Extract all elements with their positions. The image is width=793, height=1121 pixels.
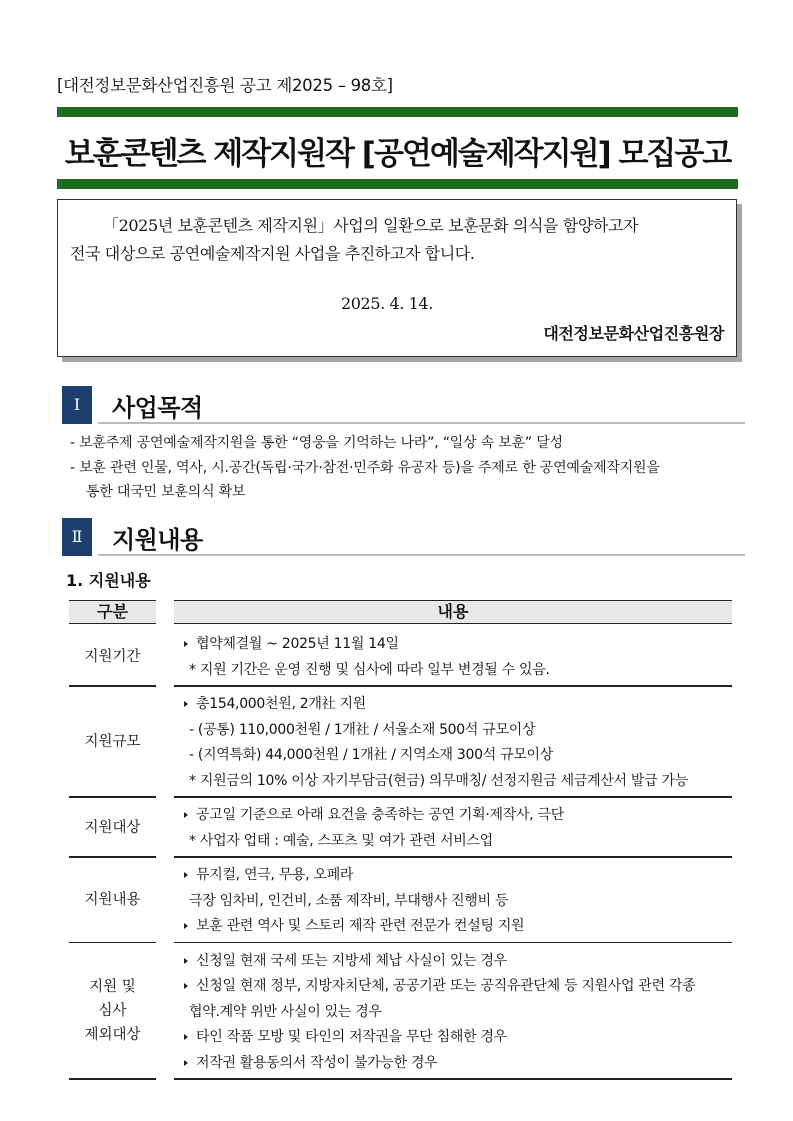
- section-2-number: Ⅱ: [62, 518, 92, 556]
- table-row-divider: [174, 685, 732, 687]
- table-line-text: 공고일 기준으로 아래 요건을 충족하는 공연 기획·제작사, 극단: [196, 807, 564, 823]
- table-row-divider: [174, 942, 732, 944]
- triangle-bullet-icon: [184, 1060, 188, 1066]
- table-bullet-line: [184, 633, 399, 653]
- table-line-text: 극장 임차비, 인건비, 소품 제작비, 부대행사 진행비 등: [189, 892, 509, 909]
- section-1-header: [62, 386, 737, 424]
- title-bottom-bar: [57, 179, 738, 189]
- table-row-category: [69, 645, 156, 669]
- table-note-line: [189, 744, 553, 764]
- category-text: 지원기간: [84, 648, 141, 665]
- triangle-bullet-icon: [184, 958, 188, 964]
- intro-line-1: 「2025년 보훈콘텐츠 제작지원」사업의 일환으로 보훈문화 의식을 함양하고자: [103, 216, 639, 235]
- table-line-text: * 지원금의 10% 이상 자기부담금(현금) 의무매칭/ 선정지원금 세금계산서 발급 가능: [189, 772, 688, 789]
- table-line-text: 보훈 관련 역사 및 스토리 제작 관련 전문가 컨설팅 지원: [196, 918, 525, 934]
- purpose-bullet-1: - 보훈주제 공연예술제작지원을 통한 “영웅을 기억하는 나라”, “일상 속 보훈” 달성: [70, 435, 563, 451]
- purpose-bullet-2: - 보훈 관련 인물, 역사, 시.공간(독립·국가·참전·민주화 유공자 등)을 주제로 한 공연예술제작지원을: [70, 460, 660, 476]
- table-line-text: * 지원 기간은 운영 진행 및 심사에 따라 일부 변경될 수 있음.: [189, 661, 550, 678]
- triangle-bullet-icon: [184, 983, 188, 989]
- table-row-divider: [69, 796, 156, 798]
- intro-line-2: 전국 대상으로 공연예술제작지원 사업을 추진하고자 합니다.: [70, 244, 475, 263]
- table-bullet-line: [184, 1052, 437, 1072]
- triangle-bullet-icon: [184, 923, 188, 929]
- triangle-bullet-icon: [184, 1034, 188, 1040]
- table-line-text: * 사업자 업태 : 예술, 스포츠 및 여가 관련 서비스업: [189, 832, 493, 849]
- table-note-line: [189, 1001, 382, 1021]
- table-row-divider: [69, 1078, 156, 1080]
- table-row-divider: [69, 942, 156, 944]
- table-row-category: [69, 730, 156, 754]
- table-row-divider: [69, 685, 156, 687]
- table-row-category: [69, 816, 156, 840]
- section-2-underline: [98, 554, 745, 556]
- table-bullet-line: [184, 975, 695, 995]
- triangle-bullet-icon: [184, 812, 188, 818]
- table-bullet-line: [184, 693, 366, 713]
- table-note-line: [189, 890, 508, 910]
- table-row-divider: [174, 1078, 732, 1080]
- table-line-text: - (공통) 110,000천원 / 1개社 / 서울소재 500석 규모이상: [189, 721, 536, 738]
- category-text: 지원규모: [84, 734, 141, 750]
- section-2-label: 지원내용: [112, 526, 203, 554]
- category-text: 지원 및: [89, 979, 136, 996]
- table-line-text: 협약체결월 ~ 2025년 11월 14일: [196, 636, 399, 652]
- table-line-text: 저작권 활용동의서 작성이 불가능한 경우: [196, 1054, 438, 1071]
- purpose-bullet-2-cont: 통한 대국민 보훈의식 확보: [86, 484, 246, 500]
- table-note-line: [189, 830, 493, 850]
- table-note-line: [189, 770, 688, 790]
- table-line-text: 뮤지컬, 연극, 무용, 오페라: [196, 867, 354, 883]
- triangle-bullet-icon: [184, 701, 188, 707]
- table-line-text: 타인 작품 모방 및 타인의 저작권을 무단 침해한 경우: [196, 1029, 507, 1045]
- intro-issuer: 대전정보문화산업진흥원장: [543, 324, 724, 343]
- table-line-text: - (지역특화) 44,000천원 / 1개社 / 지역소재 300석 규모이상: [189, 747, 554, 763]
- table-note-line: [189, 719, 535, 739]
- table-row-category: [69, 888, 156, 912]
- table-note-line: [189, 659, 550, 679]
- announcement-number: [대전정보문화산업진흥원 공고 제2025 – 98호]: [57, 76, 393, 95]
- table-header-category: 구분: [69, 600, 156, 624]
- table-line-text: 신청일 현재 정부, 지방자치단체, 공공기관 또는 공직유관단체 등 지원사업 관련 각종: [196, 978, 696, 994]
- table-row-divider: [174, 796, 732, 798]
- category-text: 지원대상: [84, 819, 141, 836]
- table-bullet-line: [184, 864, 353, 884]
- section-1-underline: [98, 422, 745, 424]
- table-line-text: 신청일 현재 국세 또는 지방세 체납 사실이 있는 경우: [196, 952, 507, 969]
- table-bullet-line: [184, 915, 524, 935]
- table-bullet-line: [184, 804, 564, 824]
- subsection-title: 1. 지원내용: [66, 571, 151, 590]
- table-bullet-line: [184, 1026, 507, 1046]
- table-bullet-line: [184, 950, 507, 970]
- triangle-bullet-icon: [184, 641, 188, 647]
- section-1-label: 사업목적: [112, 394, 203, 422]
- section-1-number: Ⅰ: [62, 386, 92, 424]
- table-header-content: 내용: [174, 600, 732, 624]
- intro-box: [57, 199, 737, 357]
- section-2-header: [62, 518, 737, 556]
- category-text: 심사: [98, 1003, 127, 1020]
- table-row-divider: [174, 856, 732, 858]
- table-line-text: 총154,000천원, 2개社 지원: [196, 696, 366, 712]
- category-text: 지원내용: [84, 892, 141, 909]
- table-row-divider: [69, 856, 156, 858]
- triangle-bullet-icon: [184, 872, 188, 878]
- table-line-text: 협약.계약 위반 사실이 있는 경우: [189, 1003, 382, 1020]
- table-row-category: [69, 975, 156, 1047]
- intro-date: 2025. 4. 14.: [341, 294, 433, 313]
- title-top-bar: [57, 107, 738, 117]
- category-text: 제외대상: [84, 1027, 141, 1044]
- page-title: 보훈콘텐츠 제작지원작 [공연예술제작지원] 모집공고: [64, 136, 731, 172]
